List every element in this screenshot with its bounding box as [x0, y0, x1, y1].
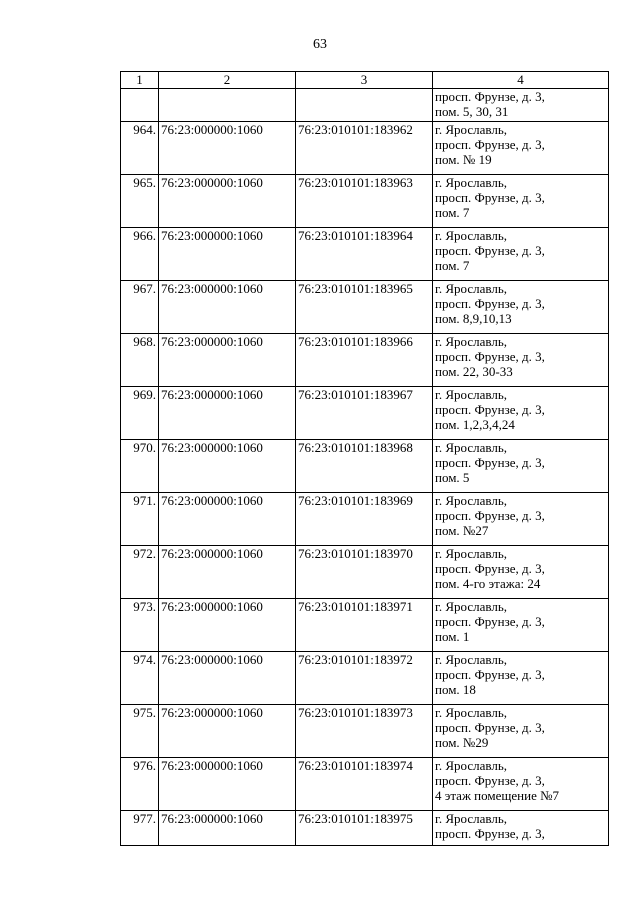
address-line: просп. Фрунзе, д. 3, — [435, 667, 545, 682]
table-row — [121, 758, 609, 811]
row-number: 975. — [121, 705, 159, 758]
table-row — [121, 281, 609, 334]
row-number: 967. — [121, 281, 159, 334]
address-line: пом. 1,2,3,4,24 — [435, 417, 515, 432]
row-number: 968. — [121, 334, 159, 387]
parent-cadastral-number: 76:23:000000:1060 — [159, 811, 296, 846]
address-line: просп. Фрунзе, д. 3, — [435, 349, 545, 364]
cadastral-number: 76:23:010101:183967 — [296, 387, 433, 440]
address-line: пом. 1 — [435, 629, 470, 644]
address-cell — [433, 89, 609, 122]
column-header-2: 2 — [159, 72, 296, 89]
address-line: г. Ярославль, — [435, 811, 508, 826]
address-line: просп. Фрунзе, д. 3, — [435, 561, 545, 576]
address-line: г. Ярославль, — [435, 122, 508, 137]
row-number: 974. — [121, 652, 159, 705]
address-line: г. Ярославль, — [435, 228, 508, 243]
address-cell — [433, 175, 609, 228]
parent-cadastral-number: 76:23:000000:1060 — [159, 652, 296, 705]
row-number: 977. — [121, 811, 159, 846]
cadastral-number: 76:23:010101:183969 — [296, 493, 433, 546]
address-line: г. Ярославль, — [435, 705, 508, 720]
table-row — [121, 546, 609, 599]
row-number: 965. — [121, 175, 159, 228]
parent-cadastral-number: 76:23:000000:1060 — [159, 493, 296, 546]
address-line: просп. Фрунзе, д. 3, — [435, 455, 545, 470]
cadastral-number: 76:23:010101:183963 — [296, 175, 433, 228]
address-line: г. Ярославль, — [435, 281, 508, 296]
row-number: 970. — [121, 440, 159, 493]
address-line: просп. Фрунзе, д. 3, — [435, 720, 545, 735]
parent-cadastral-number: 76:23:000000:1060 — [159, 175, 296, 228]
address-cell — [433, 493, 609, 546]
parent-cadastral-number: 76:23:000000:1060 — [159, 387, 296, 440]
cadastral-number: 76:23:010101:183974 — [296, 758, 433, 811]
address-line: г. Ярославль, — [435, 334, 508, 349]
address-line: пом. 22, 30-33 — [435, 364, 513, 379]
address-line: просп. Фрунзе, д. 3, — [435, 243, 545, 258]
address-line: пом. №29 — [435, 735, 489, 750]
address-line: просп. Фрунзе, д. 3, — [435, 773, 545, 788]
cadastral-number: 76:23:010101:183972 — [296, 652, 433, 705]
address-line: пом. 18 — [435, 682, 476, 697]
table-body — [121, 89, 609, 846]
address-line: г. Ярославль, — [435, 758, 508, 773]
table-row — [121, 387, 609, 440]
address-line: пом. 7 — [435, 258, 470, 273]
column-header-3: 3 — [296, 72, 433, 89]
table-header-row — [121, 72, 609, 89]
address-line: просп. Фрунзе, д. 3, — [435, 296, 545, 311]
address-cell — [433, 599, 609, 652]
cadastral-number: 76:23:010101:183968 — [296, 440, 433, 493]
table-row — [121, 228, 609, 281]
address-line: просп. Фрунзе, д. 3, — [435, 402, 545, 417]
table-row — [121, 122, 609, 175]
address-line: просп. Фрунзе, д. 3, — [435, 826, 545, 841]
parent-cadastral-number: 76:23:000000:1060 — [159, 705, 296, 758]
address-line: пом. 4-го этажа: 24 — [435, 576, 541, 591]
address-cell — [433, 334, 609, 387]
address-line: пом. 8,9,10,13 — [435, 311, 512, 326]
cadastral-number: 76:23:010101:183964 — [296, 228, 433, 281]
address-cell — [433, 228, 609, 281]
parent-cadastral-number: 76:23:000000:1060 — [159, 122, 296, 175]
address-cell — [433, 440, 609, 493]
cadastral-number: 76:23:010101:183962 — [296, 122, 433, 175]
registry-table — [120, 71, 609, 846]
table-row — [121, 440, 609, 493]
address-line: просп. Фрунзе, д. 3, — [435, 190, 545, 205]
table-row — [121, 599, 609, 652]
address-line: просп. Фрунзе, д. 3, — [435, 614, 545, 629]
row-number: 966. — [121, 228, 159, 281]
address-line: пом. №27 — [435, 523, 489, 538]
address-cell — [433, 758, 609, 811]
row-number: 973. — [121, 599, 159, 652]
address-cell — [433, 546, 609, 599]
table-row-continuation — [121, 89, 609, 122]
address-line: пом. 5 — [435, 470, 470, 485]
cadastral-number: 76:23:010101:183971 — [296, 599, 433, 652]
page-number: 63 — [313, 37, 327, 52]
table-row — [121, 811, 609, 846]
table-row — [121, 493, 609, 546]
address-line: пом. 5, 30, 31 — [435, 104, 509, 119]
address-cell — [433, 652, 609, 705]
row-number: 964. — [121, 122, 159, 175]
address-line: г. Ярославль, — [435, 493, 508, 508]
address-line: 4 этаж помещение №7 — [435, 788, 559, 803]
address-cell — [433, 811, 609, 846]
table-row — [121, 652, 609, 705]
column-header-4: 4 — [433, 72, 609, 89]
parent-cadastral-number: 76:23:000000:1060 — [159, 228, 296, 281]
address-line: г. Ярославль, — [435, 440, 508, 455]
table-row — [121, 705, 609, 758]
parent-cadastral-number — [159, 89, 296, 122]
parent-cadastral-number: 76:23:000000:1060 — [159, 281, 296, 334]
parent-cadastral-number: 76:23:000000:1060 — [159, 599, 296, 652]
column-header-1: 1 — [121, 72, 159, 89]
table-row — [121, 334, 609, 387]
cadastral-number: 76:23:010101:183970 — [296, 546, 433, 599]
row-number: 976. — [121, 758, 159, 811]
parent-cadastral-number: 76:23:000000:1060 — [159, 440, 296, 493]
address-line: просп. Фрунзе, д. 3, — [435, 137, 545, 152]
cadastral-number: 76:23:010101:183973 — [296, 705, 433, 758]
parent-cadastral-number: 76:23:000000:1060 — [159, 758, 296, 811]
address-line: пом. № 19 — [435, 152, 492, 167]
cadastral-number: 76:23:010101:183966 — [296, 334, 433, 387]
address-line: г. Ярославль, — [435, 652, 508, 667]
address-cell — [433, 122, 609, 175]
address-line: пом. 7 — [435, 205, 470, 220]
row-number — [121, 89, 159, 122]
cadastral-number: 76:23:010101:183975 — [296, 811, 433, 846]
row-number: 972. — [121, 546, 159, 599]
address-cell — [433, 705, 609, 758]
address-line: г. Ярославль, — [435, 175, 508, 190]
table-row — [121, 175, 609, 228]
cadastral-number: 76:23:010101:183965 — [296, 281, 433, 334]
address-line: г. Ярославль, — [435, 387, 508, 402]
address-cell — [433, 281, 609, 334]
address-line: г. Ярославль, — [435, 599, 508, 614]
parent-cadastral-number: 76:23:000000:1060 — [159, 334, 296, 387]
parent-cadastral-number: 76:23:000000:1060 — [159, 546, 296, 599]
address-cell — [433, 387, 609, 440]
address-line: г. Ярославль, — [435, 546, 508, 561]
row-number: 971. — [121, 493, 159, 546]
cadastral-number — [296, 89, 433, 122]
address-line: просп. Фрунзе, д. 3, — [435, 508, 545, 523]
row-number: 969. — [121, 387, 159, 440]
address-line: просп. Фрунзе, д. 3, — [435, 89, 545, 104]
